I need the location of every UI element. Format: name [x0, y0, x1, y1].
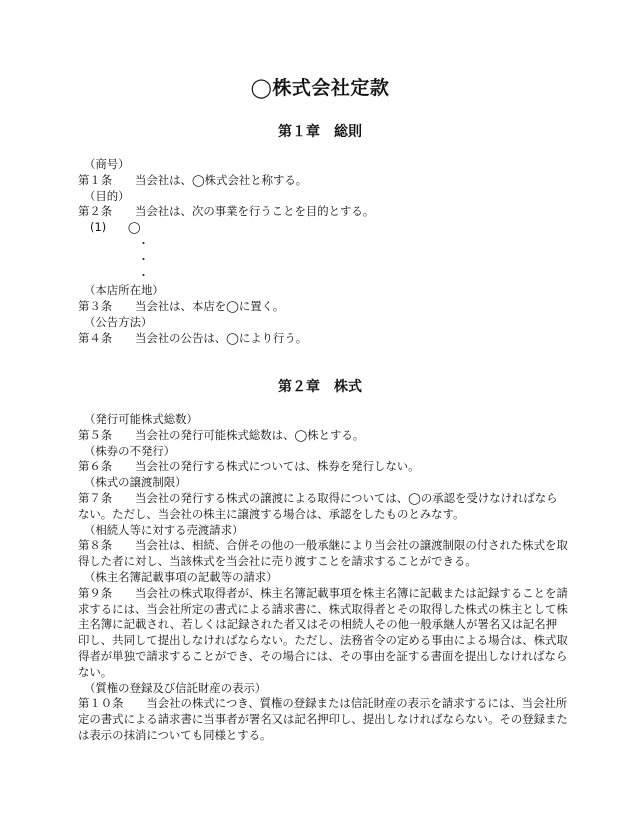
- article-number: 第１０条: [78, 696, 124, 711]
- article-heading: （発行可能株式総数）: [84, 412, 198, 426]
- article-8: [78, 538, 568, 570]
- article-heading: （株式の譲渡制限）: [84, 475, 187, 490]
- article-text: 当会社の公告は、◯により行う。: [134, 330, 308, 345]
- article-9: [78, 586, 568, 681]
- article-text: 当会社は、◯株式会社と称する。: [134, 172, 308, 187]
- article-1: [78, 173, 568, 189]
- article-text: 当会社は、次の事業を行うことを目的とする。: [134, 204, 375, 219]
- purpose-list-item: [78, 220, 568, 236]
- chapter-2-title: 第２章 株式: [278, 379, 362, 395]
- purpose-item-value: ◯: [127, 220, 141, 235]
- article-text: 当会社の株式につき、質権の登録または信託財産の表示を請求するには、当会社所定の書式による請求書に当事者が署名又は記名押印し、提出しなければならない。その登録または表示の抹消についても同様とする。: [78, 696, 568, 742]
- article-text: 当会社は、相続、合併その他の一般承継により当会社の譲渡制限の付された株式を取得した者に対し、当該株式を当会社に売り渡すことを請求することができる。: [78, 538, 568, 569]
- article-7: [78, 491, 568, 523]
- chapter-1-body: [78, 157, 568, 347]
- article-10: [78, 696, 568, 743]
- article-2: [78, 204, 568, 220]
- article-number: 第５条: [78, 427, 113, 442]
- document-title: ◯株式会社定款: [250, 77, 390, 99]
- article-heading: （株主名簿記載事項の記載等の請求）: [84, 569, 278, 584]
- article-number: 第２条: [78, 204, 113, 219]
- article-heading: （公告方法）: [84, 314, 153, 329]
- article-5: [78, 428, 568, 444]
- article-3: [78, 299, 568, 315]
- article-text: 当会社は、本店を◯に置く。: [134, 299, 285, 314]
- article-number: 第３条: [78, 299, 113, 314]
- ellipsis-dot: ・: [138, 252, 149, 266]
- ellipsis-dot: ・: [138, 268, 149, 282]
- article-text: 当会社の発行可能株式総数は、◯株とする。: [134, 427, 365, 442]
- article-text: 当会社の株式取得者が、株主名簿記載事項を株主名簿に記載または記録することを請求するには、当会社所定の書式による請求書に、株式取得者とその取得した株式の株主として株主名簿に記載され、若しくは記録された者又はその相続人その他一般承継人が署名又は記名押印し、共同して提出しなければならない。ただし、法務省令の定める事由による場合は、株式取得者が単独で請求することができ、その場合には、その事由を証する書面を提出しなければならない。: [78, 585, 568, 679]
- article-number: 第６条: [78, 459, 113, 474]
- article-number: 第７条: [78, 490, 113, 505]
- article-number: 第１条: [78, 172, 113, 187]
- chapter-2-body: [78, 412, 568, 744]
- article-heading: （本店所在地）: [84, 283, 164, 298]
- chapter-1-title: 第１章 総則: [278, 124, 362, 140]
- ellipsis-dot: ・: [138, 236, 149, 250]
- article-number: 第８条: [78, 538, 113, 553]
- article-number: 第４条: [78, 330, 113, 345]
- article-heading: （質権の登録及び信託財産の表示）: [84, 680, 267, 695]
- article-heading: （目的）: [84, 188, 130, 203]
- article-number: 第９条: [78, 585, 113, 600]
- article-4: [78, 331, 568, 347]
- article-heading: （株券の不発行）: [84, 443, 176, 458]
- purpose-item-label: (1): [90, 220, 107, 235]
- article-6: [78, 459, 568, 475]
- article-heading: （商号）: [84, 157, 130, 171]
- article-heading: （相続人等に対する売渡請求）: [84, 522, 244, 537]
- article-text: 当会社の発行する株式については、株券を発行しない。: [134, 459, 420, 474]
- article-text: 当会社の発行する株式の譲渡による取得については、◯の承認を受けなければならない。ただし、当会社の株主に譲渡する場合は、承認をしたものとみなす。: [78, 490, 558, 521]
